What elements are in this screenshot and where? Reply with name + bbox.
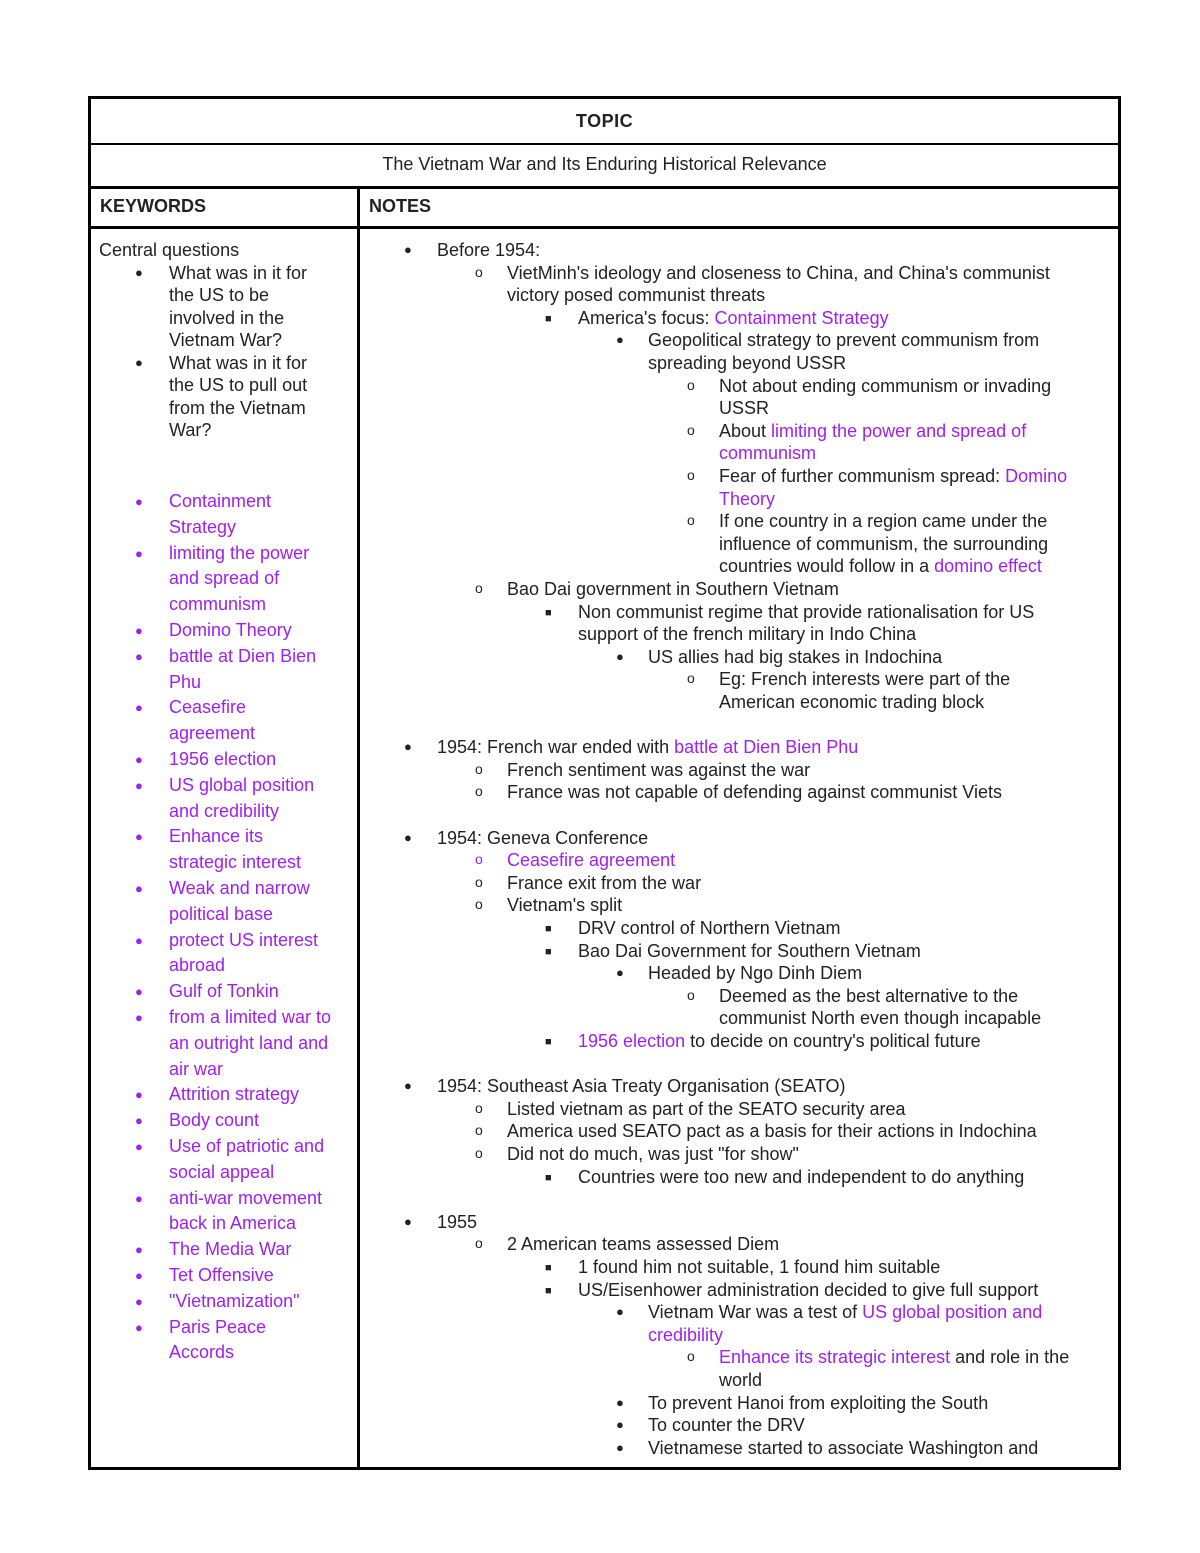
note-text: Vietnamese started to associate Washington and bbox=[648, 1437, 1039, 1458]
note-text: Listed vietnam as part of the SEATO security area bbox=[507, 1098, 906, 1119]
keyword-bullet-icon: ● bbox=[135, 932, 143, 948]
keyword-bullet-icon: ● bbox=[135, 1319, 143, 1335]
note-text: US allies had big stakes in Indochina bbox=[648, 646, 943, 667]
note-bullet-icon: ● bbox=[616, 1417, 624, 1433]
note-text: France exit from the war bbox=[507, 872, 702, 893]
note-line bbox=[507, 894, 622, 917]
keyword-term: and spread of bbox=[169, 568, 280, 589]
note-text: French sentiment was against the war bbox=[507, 759, 811, 780]
note-line bbox=[507, 1233, 779, 1256]
note-line bbox=[719, 442, 816, 465]
note-text: Not about ending communism or invading bbox=[719, 375, 1052, 396]
column-divider bbox=[357, 186, 360, 1467]
note-text: spreading beyond USSR bbox=[648, 353, 847, 373]
note-bullet-icon: ■ bbox=[545, 923, 552, 935]
question-line: What was in it for bbox=[169, 352, 308, 373]
note-text: Bao Dai government in Southern Vietnam bbox=[507, 579, 839, 599]
note-line bbox=[648, 962, 862, 985]
central-questions-title: Central questions bbox=[99, 240, 240, 260]
topic-title: The Vietnam War and Its Enduring Historical Relevance bbox=[91, 143, 1118, 189]
keyword-term: 1956 election bbox=[169, 749, 277, 769]
keyword-term: Tet Offensive bbox=[169, 1265, 274, 1285]
note-text: 1 found him not suitable, 1 found him suitable bbox=[578, 1257, 941, 1277]
keyword-term: US global position bbox=[169, 774, 315, 795]
question-line: from the Vietnam bbox=[169, 397, 306, 418]
cornell-notes-sheet bbox=[88, 96, 1121, 1470]
note-line bbox=[648, 646, 942, 669]
keyword-bullet-icon: ● bbox=[135, 1087, 143, 1103]
note-bullet-icon: ● bbox=[616, 965, 624, 981]
note-bullet-icon: ● bbox=[404, 829, 412, 845]
keyword-term: back in America bbox=[169, 1213, 297, 1234]
note-line bbox=[648, 352, 846, 375]
note-text: countries would follow in a bbox=[719, 556, 935, 577]
note-text: 1954: Southeast Asia Treaty Organisation (SEATO) bbox=[437, 1076, 846, 1097]
keyword-bullet-icon: ● bbox=[135, 1113, 143, 1129]
note-line bbox=[719, 1369, 762, 1392]
note-line bbox=[578, 1256, 940, 1279]
note-text: 1954: French war ended with bbox=[437, 737, 675, 758]
keyword-highlight: credibility bbox=[648, 1324, 724, 1345]
note-line bbox=[437, 827, 648, 850]
question-line: the US to be bbox=[169, 285, 270, 305]
note-text: Geopolitical strategy to prevent communism from bbox=[648, 330, 1040, 351]
note-bullet-icon: o bbox=[687, 670, 695, 687]
note-bullet-icon: o bbox=[687, 421, 695, 438]
note-text: American economic trading block bbox=[719, 692, 985, 712]
note-text: Countries were too new and independent to do anything bbox=[578, 1166, 1025, 1187]
keyword-term: Ceasefire bbox=[169, 697, 247, 718]
keyword-highlight: Theory bbox=[719, 488, 776, 509]
keyword-bullet-icon: ● bbox=[135, 648, 143, 664]
note-line bbox=[719, 985, 1018, 1008]
question-bullet-icon: ● bbox=[135, 264, 143, 280]
note-line bbox=[648, 329, 1039, 352]
note-line bbox=[578, 917, 840, 940]
note-line bbox=[507, 849, 675, 872]
keyword-highlight: domino effect bbox=[934, 556, 1042, 577]
note-bullet-icon: ● bbox=[404, 739, 412, 755]
note-bullet-icon: ● bbox=[404, 1078, 412, 1094]
keyword-bullet-icon: ● bbox=[135, 1293, 143, 1309]
note-line bbox=[648, 1414, 805, 1437]
keyword-term: Domino Theory bbox=[169, 620, 292, 640]
note-bullet-icon: ■ bbox=[545, 1262, 552, 1274]
note-line bbox=[719, 510, 1047, 533]
keyword-term: Body count bbox=[169, 1110, 260, 1131]
keyword-term: an outright land and bbox=[169, 1032, 329, 1053]
keyword-term: battle at Dien Bien bbox=[169, 645, 317, 666]
note-line bbox=[578, 940, 921, 963]
note-line bbox=[507, 578, 839, 601]
keyword-highlight: Enhance its strategic interest bbox=[719, 1347, 951, 1368]
note-line bbox=[578, 601, 1034, 624]
keyword-term: Enhance its bbox=[169, 826, 264, 847]
keyword-term: Weak and narrow bbox=[169, 878, 310, 898]
keyword-bullet-icon: ● bbox=[135, 984, 143, 1000]
note-bullet-icon: ■ bbox=[545, 945, 552, 958]
note-bullet-icon: o bbox=[475, 896, 483, 913]
note-bullet-icon: o bbox=[475, 1099, 483, 1116]
keyword-term: social appeal bbox=[169, 1161, 275, 1182]
note-text: To prevent Hanoi from exploiting the South bbox=[648, 1392, 989, 1413]
note-line bbox=[578, 1030, 981, 1053]
note-text: DRV control of Northern Vietnam bbox=[578, 918, 841, 938]
question-line: the US to pull out bbox=[169, 375, 308, 395]
note-bullet-icon: ■ bbox=[545, 1036, 552, 1048]
note-line bbox=[437, 1075, 846, 1098]
keyword-bullet-icon: ● bbox=[135, 494, 143, 509]
note-line bbox=[578, 1279, 1038, 1302]
note-text: France was not capable of defending against communist Viets bbox=[507, 782, 1002, 803]
note-text: USSR bbox=[719, 398, 770, 419]
note-bullet-icon: o bbox=[687, 512, 695, 529]
keyword-term: from a limited war to bbox=[169, 1007, 332, 1027]
question-bullet-icon: ● bbox=[135, 354, 143, 370]
keyword-bullet-icon: ● bbox=[135, 623, 143, 638]
note-line bbox=[719, 1346, 1069, 1369]
keyword-bullet-icon: ● bbox=[135, 829, 143, 845]
keyword-bullet-icon: ● bbox=[135, 1139, 143, 1154]
keyword-term: abroad bbox=[169, 955, 226, 976]
note-bullet-icon: ■ bbox=[545, 606, 552, 619]
keyword-term: protect US interest bbox=[169, 929, 319, 950]
keyword-bullet-icon: ● bbox=[135, 545, 143, 561]
keyword-highlight: Containment Strategy bbox=[714, 307, 889, 328]
note-line bbox=[719, 488, 775, 511]
note-bullet-icon: ● bbox=[616, 1394, 624, 1410]
keyword-bullet-icon: ● bbox=[135, 752, 143, 767]
note-line bbox=[437, 736, 858, 759]
question-line: involved in the bbox=[169, 307, 285, 328]
keyword-term: Accords bbox=[169, 1342, 235, 1363]
note-text: Deemed as the best alternative to the bbox=[719, 985, 1019, 1006]
keyword-term: strategic interest bbox=[169, 852, 302, 873]
note-text: US/Eisenhower administration decided to give full support bbox=[578, 1279, 1039, 1300]
note-text: to decide on country's political future bbox=[685, 1031, 981, 1051]
note-line bbox=[437, 239, 540, 262]
note-text: 1954: Geneva Conference bbox=[437, 827, 649, 848]
note-bullet-icon: o bbox=[475, 1145, 483, 1161]
keyword-term: communism bbox=[169, 594, 267, 615]
note-bullet-icon: o bbox=[475, 760, 483, 777]
note-line bbox=[648, 1301, 1042, 1324]
keyword-term: Phu bbox=[169, 671, 202, 692]
note-bullet-icon: o bbox=[687, 467, 695, 483]
keyword-term: and credibility bbox=[169, 800, 280, 821]
note-bullet-icon: ● bbox=[616, 332, 624, 348]
note-line bbox=[719, 533, 1048, 556]
note-line bbox=[507, 262, 1050, 285]
note-line bbox=[719, 375, 1051, 398]
note-text: Did not do much, was just "for show" bbox=[507, 1144, 799, 1164]
note-text: Bao Dai Government for Southern Vietnam bbox=[578, 940, 921, 961]
note-line bbox=[507, 1120, 1037, 1143]
note-line bbox=[648, 1324, 723, 1347]
question-line: War? bbox=[169, 420, 212, 440]
note-bullet-icon: o bbox=[687, 986, 695, 1003]
keyword-highlight: US global position and bbox=[862, 1302, 1043, 1323]
note-line bbox=[719, 668, 1010, 691]
keyword-term: "Vietnamization" bbox=[169, 1290, 300, 1311]
note-text: victory posed communist threats bbox=[507, 285, 766, 306]
keyword-bullet-icon: ● bbox=[135, 1268, 143, 1283]
keyword-highlight: communism bbox=[719, 443, 817, 464]
note-line bbox=[578, 1166, 1024, 1189]
note-text: Before 1954: bbox=[437, 240, 541, 260]
note-bullet-icon: ■ bbox=[545, 1171, 552, 1184]
keyword-bullet-icon: ● bbox=[135, 1010, 143, 1025]
note-line bbox=[719, 397, 769, 420]
note-text: Fear of further communism spread: bbox=[719, 466, 1006, 486]
keywords-header: KEYWORDS bbox=[91, 186, 357, 229]
keyword-bullet-icon: ● bbox=[135, 777, 143, 793]
note-text: communist North even though incapable bbox=[719, 1008, 1042, 1029]
note-line bbox=[719, 420, 1026, 443]
note-text: America used SEATO pact as a basis for their actions in Indochina bbox=[507, 1121, 1037, 1142]
note-bullet-icon: o bbox=[475, 1122, 483, 1139]
note-line bbox=[719, 555, 1042, 578]
keyword-term: Containment bbox=[169, 491, 272, 511]
keyword-term: anti-war movement bbox=[169, 1187, 323, 1208]
note-bullet-icon: ■ bbox=[545, 1284, 552, 1297]
note-text: To counter the DRV bbox=[648, 1415, 805, 1436]
note-text: 1955 bbox=[437, 1211, 478, 1232]
note-line bbox=[437, 1211, 477, 1234]
keyword-highlight: 1956 election bbox=[578, 1031, 686, 1051]
note-line bbox=[648, 1392, 988, 1415]
keyword-highlight: Ceasefire agreement bbox=[507, 850, 676, 871]
note-bullet-icon: o bbox=[475, 783, 483, 800]
keyword-term: air war bbox=[169, 1058, 224, 1079]
note-bullet-icon: ■ bbox=[545, 312, 552, 325]
note-bullet-icon: ● bbox=[616, 648, 624, 664]
keyword-term: Gulf of Tonkin bbox=[169, 981, 279, 1002]
keyword-term: Paris Peace bbox=[169, 1316, 267, 1337]
note-line bbox=[719, 465, 1067, 488]
notes-header: NOTES bbox=[360, 186, 1118, 229]
note-line bbox=[507, 284, 765, 307]
note-text: world bbox=[719, 1370, 763, 1390]
note-bullet-icon: o bbox=[475, 580, 483, 596]
question-line: What was in it for bbox=[169, 262, 308, 283]
note-bullet-icon: ● bbox=[616, 1304, 624, 1320]
keyword-bullet-icon: ● bbox=[135, 1190, 143, 1206]
note-text: About bbox=[719, 420, 772, 441]
note-text: Headed by Ngo Dinh Diem bbox=[648, 963, 863, 984]
note-line bbox=[507, 1098, 906, 1121]
keyword-term: Use of patriotic and bbox=[169, 1136, 325, 1156]
keyword-term: Attrition strategy bbox=[169, 1084, 300, 1105]
note-line bbox=[507, 781, 1002, 804]
note-bullet-icon: o bbox=[475, 873, 483, 890]
keyword-bullet-icon: ● bbox=[135, 881, 143, 896]
keyword-term: agreement bbox=[169, 723, 256, 744]
keyword-highlight: limiting the power and spread of bbox=[771, 420, 1027, 441]
note-text: Vietnam's split bbox=[507, 895, 623, 916]
note-line bbox=[507, 759, 810, 782]
note-line bbox=[507, 872, 701, 895]
question-line: Vietnam War? bbox=[169, 330, 283, 350]
note-line bbox=[719, 691, 984, 714]
note-bullet-icon: ● bbox=[404, 1213, 412, 1229]
note-line bbox=[578, 623, 916, 646]
note-bullet-icon: o bbox=[475, 263, 483, 280]
note-bullet-icon: ● bbox=[616, 1439, 624, 1455]
keyword-term: The Media War bbox=[169, 1239, 292, 1260]
note-text: influence of communism, the surrounding bbox=[719, 533, 1049, 554]
note-text: Eg: French interests were part of the bbox=[719, 669, 1011, 690]
keyword-highlight: Domino bbox=[1005, 466, 1068, 486]
note-line bbox=[507, 1143, 799, 1166]
note-bullet-icon: o bbox=[475, 851, 483, 868]
topic-label: TOPIC bbox=[91, 99, 1118, 145]
keyword-term: limiting the power bbox=[169, 542, 310, 563]
note-text: VietMinh's ideology and closeness to China, and China's communist bbox=[507, 262, 1050, 283]
note-text: America's focus: bbox=[578, 307, 715, 328]
keyword-bullet-icon: ● bbox=[135, 1242, 143, 1258]
note-text: Vietnam War was a test of bbox=[648, 1302, 863, 1323]
note-text: and role in the bbox=[950, 1347, 1070, 1368]
keyword-bullet-icon: ● bbox=[135, 700, 143, 716]
note-text: If one country in a region came under the bbox=[719, 511, 1048, 532]
keyword-highlight: battle at Dien Bien Phu bbox=[674, 737, 859, 758]
note-bullet-icon: o bbox=[687, 376, 695, 393]
note-text: support of the french military in Indo China bbox=[578, 624, 917, 645]
note-text: Non communist regime that provide rationalisation for US bbox=[578, 601, 1035, 622]
note-bullet-icon: ● bbox=[404, 242, 412, 257]
note-line bbox=[578, 307, 889, 330]
note-line bbox=[648, 1437, 1038, 1460]
keyword-term: political base bbox=[169, 903, 274, 924]
note-text: 2 American teams assessed Diem bbox=[507, 1234, 780, 1255]
note-bullet-icon: o bbox=[475, 1235, 483, 1252]
note-bullet-icon: o bbox=[687, 1348, 695, 1365]
keyword-term: Strategy bbox=[169, 516, 237, 537]
note-line bbox=[719, 1007, 1041, 1030]
